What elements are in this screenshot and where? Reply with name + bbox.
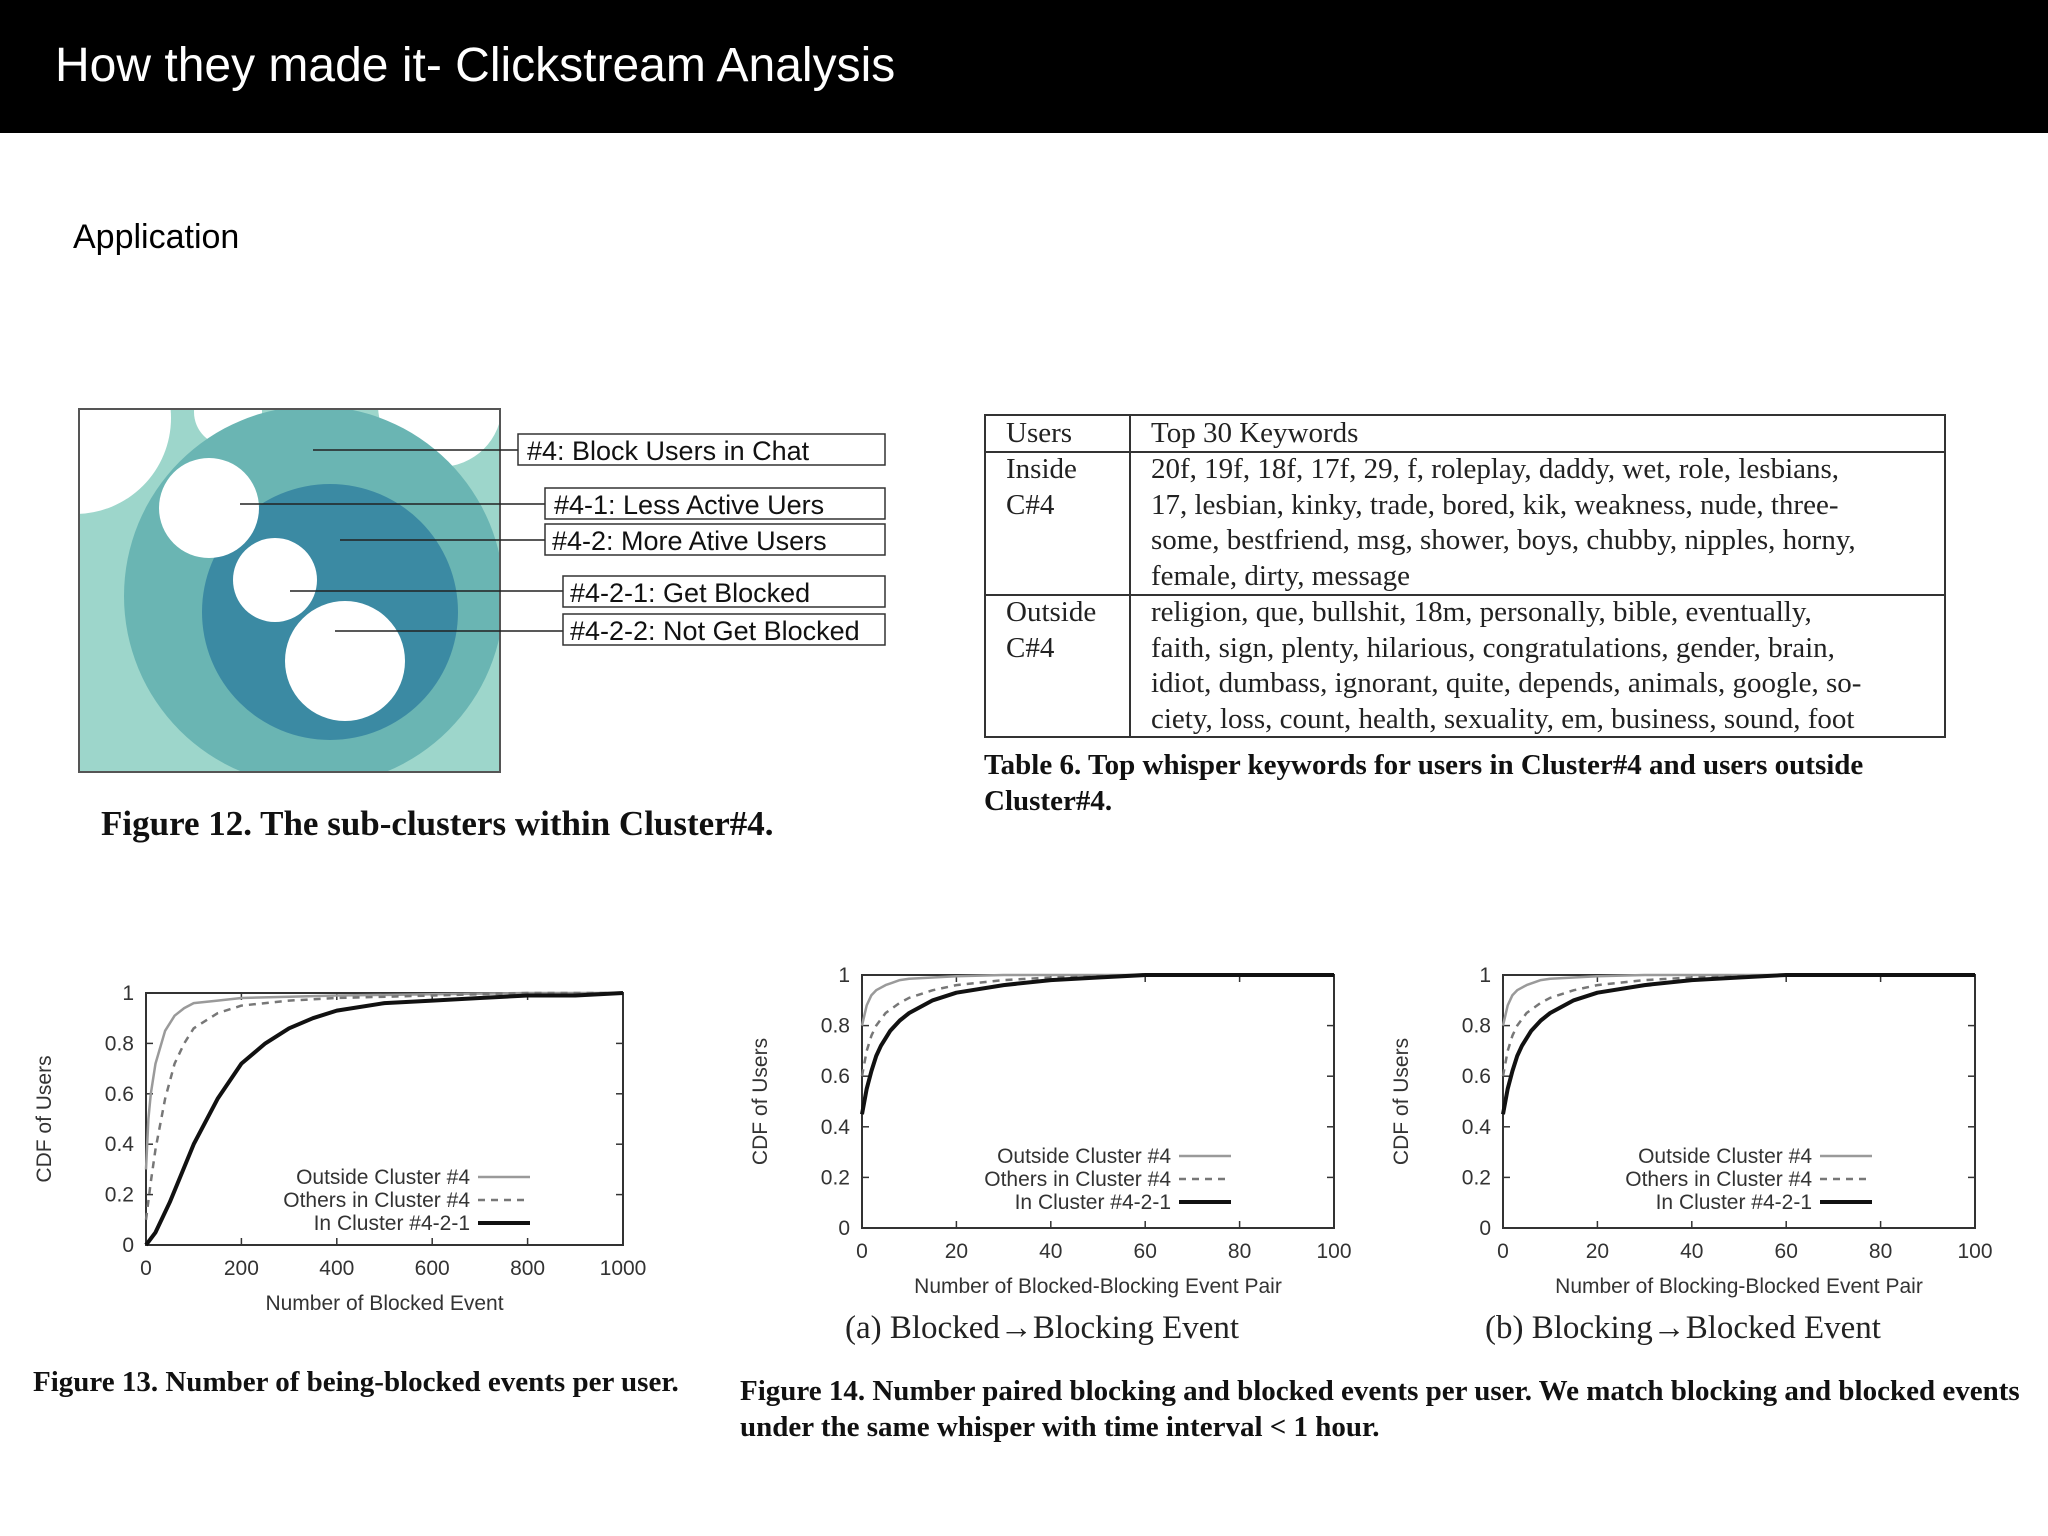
y-tick-label: 0.4 <box>1461 1115 1491 1139</box>
series-line-2 <box>862 975 1334 1076</box>
series-line-1 <box>146 993 623 1169</box>
table-cell-keywords: 20f, 19f, 18f, 17f, 29, f, roleplay, daddy, wet, role, lesbians, 17, lesbian, kinky, trade, bored, kik, weakness, nude, three- some, bestfriend, msg, shower, boys, chubby, nipples, horny, female, dirty, message <box>1151 453 1856 592</box>
x-tick-label: 400 <box>319 1257 355 1280</box>
figure14a-subcaption: (a) Blocked→Blocking Event <box>845 1310 1240 1346</box>
y-axis-label: CDF of Users <box>1390 1037 1413 1166</box>
x-axis-label: Number of Blocking-Blocked Event Pair <box>1555 1275 1923 1298</box>
label-cluster-4-2-2: #4-2-2: Not Get Blocked <box>570 616 860 646</box>
legend-label: Others in Cluster #4 <box>283 1189 470 1212</box>
table-cell-keywords: religion, que, bullshit, 18m, personally, bible, eventually, faith, sign, plenty, hilarious, congratulations, gender, brain, idiot, dumbass, ignorant, quite, depends, animals, google, so- ciety, loss, count, health, sexuality, em, business, sound, foot <box>1151 596 1862 735</box>
x-tick-label: 800 <box>510 1257 546 1280</box>
label-cluster-4: #4: Block Users in Chat <box>527 436 810 466</box>
fig13-chart <box>33 982 646 1315</box>
label-cluster-4-1: #4-1: Less Active Uers <box>554 490 825 520</box>
fig14a-chart <box>749 964 1352 1298</box>
legend-label: In Cluster #4-2-1 <box>1655 1191 1812 1214</box>
slide-title: How they made it- Clickstream Analysis <box>55 39 896 92</box>
y-tick-label: 0.8 <box>104 1032 134 1056</box>
legend-label: In Cluster #4-2-1 <box>313 1212 470 1235</box>
x-tick-label: 100 <box>1316 1240 1352 1263</box>
label-cluster-4-2-1: #4-2-1: Get Blocked <box>570 578 811 608</box>
table6-caption: Table 6. Top whisper keywords for users in Cluster#4 and users outside Cluster#4. <box>984 749 1864 817</box>
series-line-3 <box>862 975 1334 1114</box>
x-axis-label: Number of Blocked-Blocking Event Pair <box>914 1275 1282 1298</box>
y-tick-label: 0.6 <box>820 1065 850 1089</box>
figure12-caption: Figure 12. The sub-clusters within Cluster#4. <box>101 804 774 843</box>
label-cluster-4-2: #4-2: More Ative Users <box>552 526 827 556</box>
y-tick-label: 0.4 <box>104 1133 134 1157</box>
section-label: Application <box>73 218 240 256</box>
legend-label: Others in Cluster #4 <box>1625 1168 1812 1191</box>
figure14b-subcaption: (b) Blocking→Blocked Event <box>1485 1310 1881 1346</box>
x-tick-label: 40 <box>1039 1240 1063 1263</box>
y-tick-label: 0.6 <box>104 1082 134 1106</box>
y-tick-label: 0.4 <box>820 1115 850 1139</box>
x-tick-label: 0 <box>140 1257 152 1280</box>
y-axis-label: CDF of Users <box>33 1055 56 1183</box>
x-tick-label: 40 <box>1680 1240 1704 1263</box>
x-tick-label: 80 <box>1227 1240 1252 1263</box>
x-tick-label: 20 <box>1585 1240 1610 1263</box>
y-tick-label: 0.6 <box>1461 1065 1491 1089</box>
y-tick-label: 0.2 <box>1461 1166 1491 1190</box>
y-tick-label: 0.2 <box>820 1166 850 1190</box>
y-tick-label: 0 <box>122 1234 134 1257</box>
x-tick-label: 60 <box>1774 1240 1798 1263</box>
x-tick-label: 20 <box>944 1240 969 1263</box>
legend-label: Outside Cluster #4 <box>997 1145 1171 1168</box>
y-tick-label: 1 <box>838 964 850 987</box>
y-tick-label: 0.2 <box>104 1183 134 1207</box>
fig14b-chart <box>1390 964 1993 1298</box>
y-tick-label: 1 <box>1479 964 1491 987</box>
legend-label: In Cluster #4-2-1 <box>1014 1191 1171 1214</box>
table-cell-users: Outside C#4 <box>1006 596 1097 664</box>
legend-label: Outside Cluster #4 <box>296 1166 470 1189</box>
y-tick-label: 0 <box>838 1217 850 1240</box>
series-line-3 <box>1503 975 1975 1114</box>
x-tick-label: 1000 <box>599 1257 647 1280</box>
y-tick-label: 0.8 <box>820 1014 850 1038</box>
legend-label: Others in Cluster #4 <box>984 1168 1171 1191</box>
x-tick-label: 80 <box>1868 1240 1893 1263</box>
y-tick-label: 0.8 <box>1461 1014 1491 1038</box>
x-tick-label: 0 <box>856 1240 868 1263</box>
figure14-caption: Figure 14. Number paired blocking and blocked events per user. We match blocking and blocked events under the same whisper with time interval < 1 hour. <box>740 1375 2020 1443</box>
table-header-users: Users <box>1006 417 1073 449</box>
table-cell-users: Inside C#4 <box>1006 453 1077 521</box>
figure13-caption: Figure 13. Number of being-blocked events per user. <box>33 1366 679 1398</box>
series-line-2 <box>1503 975 1975 1076</box>
y-tick-label: 0 <box>1479 1217 1491 1240</box>
x-tick-label: 200 <box>223 1257 259 1280</box>
x-tick-label: 0 <box>1497 1240 1509 1263</box>
y-axis-label: CDF of Users <box>749 1037 772 1166</box>
x-axis-label: Number of Blocked Event <box>265 1292 504 1315</box>
x-tick-label: 100 <box>1957 1240 1993 1263</box>
x-tick-label: 60 <box>1133 1240 1157 1263</box>
y-tick-label: 1 <box>122 982 134 1005</box>
x-tick-label: 600 <box>414 1257 450 1280</box>
table-header-keywords: Top 30 Keywords <box>1151 417 1359 449</box>
legend-label: Outside Cluster #4 <box>1638 1145 1812 1168</box>
